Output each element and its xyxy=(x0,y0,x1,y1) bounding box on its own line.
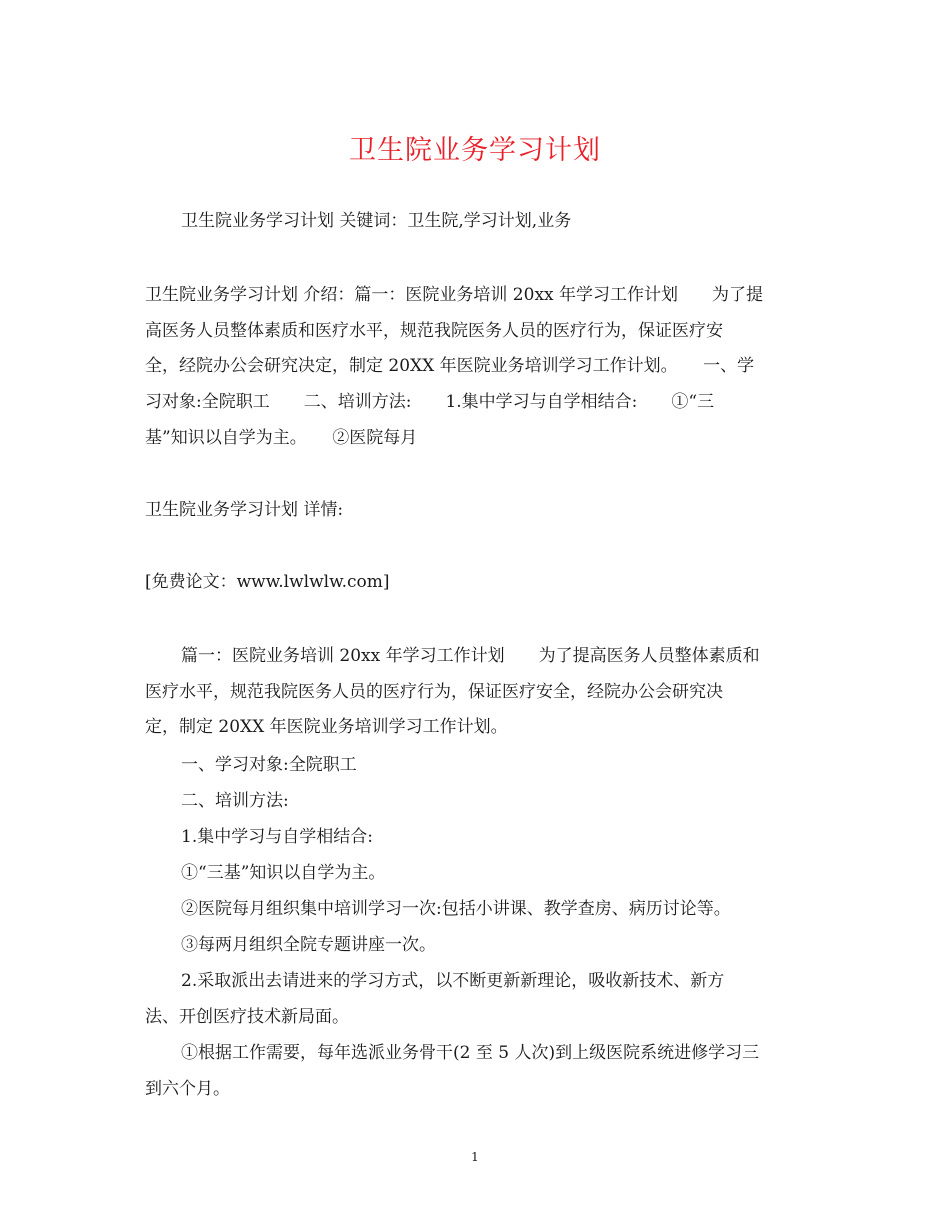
body-line: ③每两月组织全院专题讲座一次。 xyxy=(181,935,436,955)
body-line: ②医院每月组织集中培训学习一次:包括小讲课、教学查房、病历讨论等。 xyxy=(181,899,731,919)
source-line: [免费论文：www.lwlwlw.com] xyxy=(145,572,390,592)
body-line: 医疗水平，规范我院医务人员的医疗行为，保证医疗安全，经院办公会研究决 xyxy=(145,682,723,702)
document-title: 卫生院业务学习计划 xyxy=(349,135,601,166)
body-line: 2.采取派出去请进来的学习方式，以不断更新新理论，吸收新技术、新方 xyxy=(181,971,725,991)
body-line: 一、学习对象:全院职工 xyxy=(181,755,357,775)
intro-line: 基”知识以自学为主。 ②医院每月 xyxy=(145,428,418,448)
body-line: ①根据工作需要，每年选派业务骨干(2 至 5 人次)到上级医院系统进修学习三 xyxy=(181,1043,760,1063)
body-line: ①“三基”知识以自学为主。 xyxy=(181,863,386,883)
intro-line: 高医务人员整体素质和医疗水平，规范我院医务人员的医疗行为，保证医疗安 xyxy=(145,321,723,341)
intro-line: 习对象:全院职工 二、培训方法: 1.集中学习与自学相结合: ①“三 xyxy=(145,392,715,412)
page-number: 1 xyxy=(471,1150,479,1164)
body-line: 篇一：医院业务培训 20xx 年学习工作计划 为了提高医务人员整体素质和 xyxy=(181,646,760,666)
details-label: 卫生院业务学习计划 详情: xyxy=(145,500,344,520)
body-line: 定，制定 20XX 年医院业务培训学习工作计划。 xyxy=(145,717,508,737)
keywords-line: 卫生院业务学习计划 关键词：卫生院,学习计划,业务 xyxy=(181,211,572,231)
intro-line: 全，经院办公会研究决定，制定 20XX 年医院业务培训学习工作计划。 一、学 xyxy=(145,356,755,376)
body-line: 到六个月。 xyxy=(145,1079,230,1099)
body-line: 二、培训方法: xyxy=(181,791,289,811)
intro-line: 卫生院业务学习计划 介绍：篇一：医院业务培训 20xx 年学习工作计划 为了提 xyxy=(145,285,764,305)
body-line: 法、开创医疗技术新局面。 xyxy=(145,1007,349,1027)
body-line: 1.集中学习与自学相结合: xyxy=(181,827,373,847)
